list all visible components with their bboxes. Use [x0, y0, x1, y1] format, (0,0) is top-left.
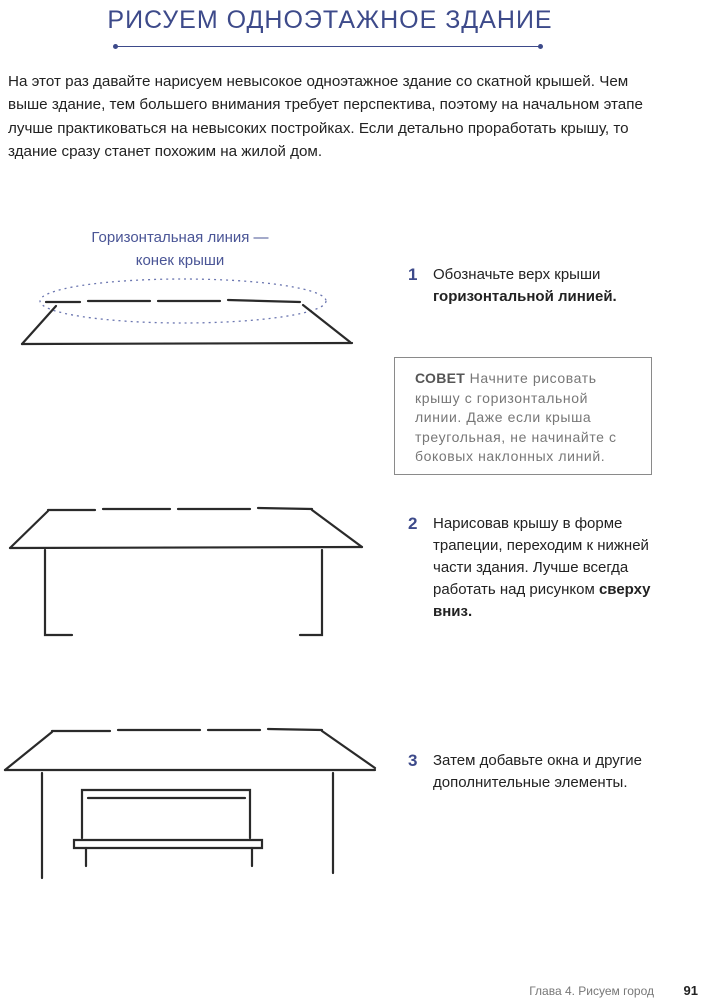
step-text: Обозначьте верх крыши горизонтальной линией. — [433, 266, 617, 305]
figure-step-3 — [0, 718, 385, 888]
page-number: 91 — [683, 983, 698, 998]
roof-right-slope — [303, 305, 350, 342]
tip-label: СОВЕТ — [415, 370, 466, 386]
roof-left-slope — [5, 732, 52, 770]
intro-paragraph: На этот раз давайте нарисуем невысокое одноэтажное здание со скатной крышей. Чем выше здание, тем большего внимания требует перспектива, поэтому на начальном этапе лучше практиковаться на невысоких постройках. Если детально проработать крышу, то здание сразу станет похожим на жилой дом. — [8, 73, 643, 161]
right-wall — [300, 550, 322, 635]
bench-legs — [86, 848, 252, 866]
roof-ridge-line — [46, 300, 300, 302]
roof-right-slope — [322, 731, 375, 768]
roof-ridge-line — [48, 508, 312, 510]
roof-right-slope — [312, 510, 362, 547]
roof-left-slope — [22, 306, 56, 344]
figure-step-2 — [0, 490, 380, 650]
roof-eave-line — [10, 547, 362, 548]
caption-line-2: конек крыши — [135, 252, 225, 269]
tip-text: Начните рисовать крышу с горизонтальной линии. Даже если крыша треугольная, не начинайте с боковых наклонных линий. — [415, 370, 617, 465]
step-text: Нарисовав крышу в форме трапеции, переходим к нижней части здания. Лучше всегда работать над рисунком сверху вниз. — [433, 515, 651, 620]
step-number: 2 — [408, 514, 418, 533]
page-title: РИСУЕМ ОДНОЭТАЖНОЕ ЗДАНИЕ — [107, 6, 553, 34]
step-number: 3 — [408, 751, 418, 770]
roof-ridge-line — [52, 729, 322, 731]
window-frame — [82, 790, 250, 838]
title-divider — [116, 46, 540, 47]
figure-step-1 — [0, 262, 370, 362]
caption-line-1: Горизонтальная линия — — [91, 229, 269, 246]
footer-chapter: Глава 4. Рисуем город — [529, 984, 654, 998]
roof-left-slope — [10, 511, 48, 548]
step-number: 1 — [408, 265, 418, 284]
roof-eave-line — [22, 343, 352, 344]
bench-seat — [74, 840, 262, 848]
left-wall — [45, 550, 72, 635]
tip-box — [394, 357, 652, 475]
step-text: Затем добавьте окна и другие дополнительные элементы. — [433, 752, 642, 791]
